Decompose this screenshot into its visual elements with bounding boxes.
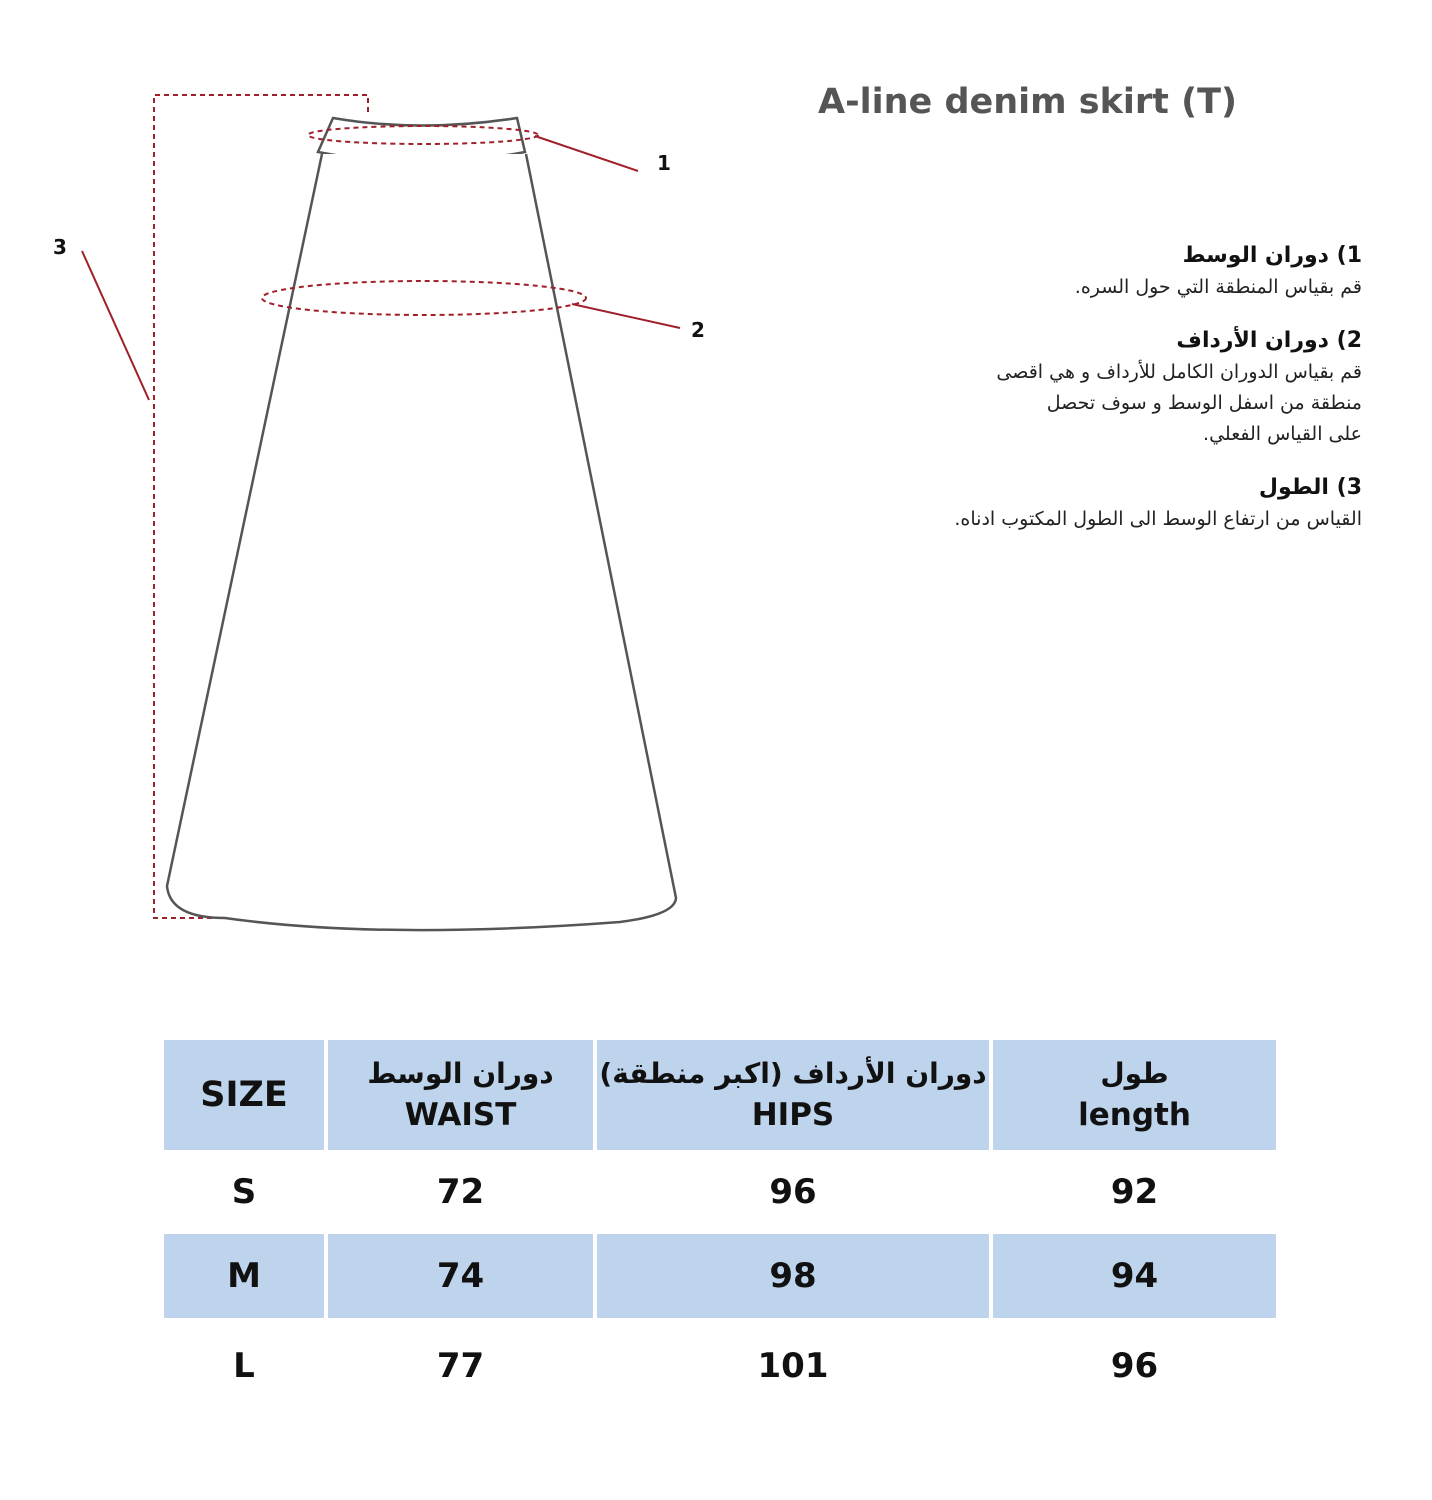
cell-length: 94 <box>993 1234 1276 1318</box>
header-hips-english: HIPS <box>751 1097 835 1133</box>
table-row <box>164 1150 1276 1234</box>
cell-size: M <box>164 1234 324 1318</box>
table-header-row <box>164 1040 1276 1150</box>
callout-2: 2 <box>691 318 705 342</box>
cell-length: 92 <box>1110 1172 1159 1212</box>
note-hips <box>802 325 1362 450</box>
cell-hips: 101 <box>757 1346 829 1386</box>
note-heading: 3) الطول <box>1258 475 1362 500</box>
header-hips-arabic: دوران الأرداف (اكبر منطقة) <box>599 1057 987 1090</box>
note-body: القياس من ارتفاع الوسط الى الطول المكتوب ادناه. <box>954 508 1362 530</box>
skirt-illustration <box>0 0 760 960</box>
header-length-english: length <box>1078 1097 1191 1133</box>
skirt-outline <box>167 154 676 930</box>
leader-line-2 <box>572 304 680 328</box>
header-length-arabic: طول <box>1100 1057 1169 1090</box>
header-waist-english: WAIST <box>404 1097 517 1133</box>
leader-line-3 <box>82 251 149 400</box>
size-chart-table <box>160 1040 1280 1414</box>
cell-waist: 77 <box>436 1346 485 1386</box>
cell-hips: 96 <box>769 1172 817 1212</box>
leader-line-1 <box>535 136 638 171</box>
header-size <box>164 1040 324 1150</box>
cell-size: L <box>233 1346 255 1386</box>
cell-size: S <box>231 1172 257 1212</box>
header-hips <box>597 1040 989 1150</box>
note-waist <box>802 240 1362 303</box>
note-heading: 2) دوران الأرداف <box>1176 328 1362 353</box>
header-length <box>993 1040 1276 1150</box>
table-row <box>164 1318 1276 1414</box>
cell-length: 96 <box>1110 1346 1159 1386</box>
header-size-label: SIZE <box>200 1075 288 1115</box>
note-heading: 1) دوران الوسط <box>1182 243 1362 268</box>
note-length <box>802 472 1362 535</box>
callout-3: 3 <box>53 235 67 259</box>
product-title: A-line denim skirt (T) <box>818 82 1237 122</box>
cell-waist: 74 <box>328 1234 593 1318</box>
header-waist <box>328 1040 593 1150</box>
header-waist-arabic: دوران الوسط <box>367 1057 554 1090</box>
cell-waist: 72 <box>436 1172 485 1212</box>
measurement-instructions <box>802 240 1362 557</box>
note-body: قم بقياس الدوران الكامل للأرداف و هي اقصى منطقة من اسفل الوسط و سوف تحصل على القياس الفعلي. <box>996 361 1362 445</box>
skirt-diagram <box>0 0 760 960</box>
table-row <box>164 1234 1276 1318</box>
callout-1: 1 <box>657 151 671 175</box>
cell-hips: 98 <box>597 1234 989 1318</box>
note-body: قم بقياس المنطقة التي حول السره. <box>1074 276 1362 298</box>
